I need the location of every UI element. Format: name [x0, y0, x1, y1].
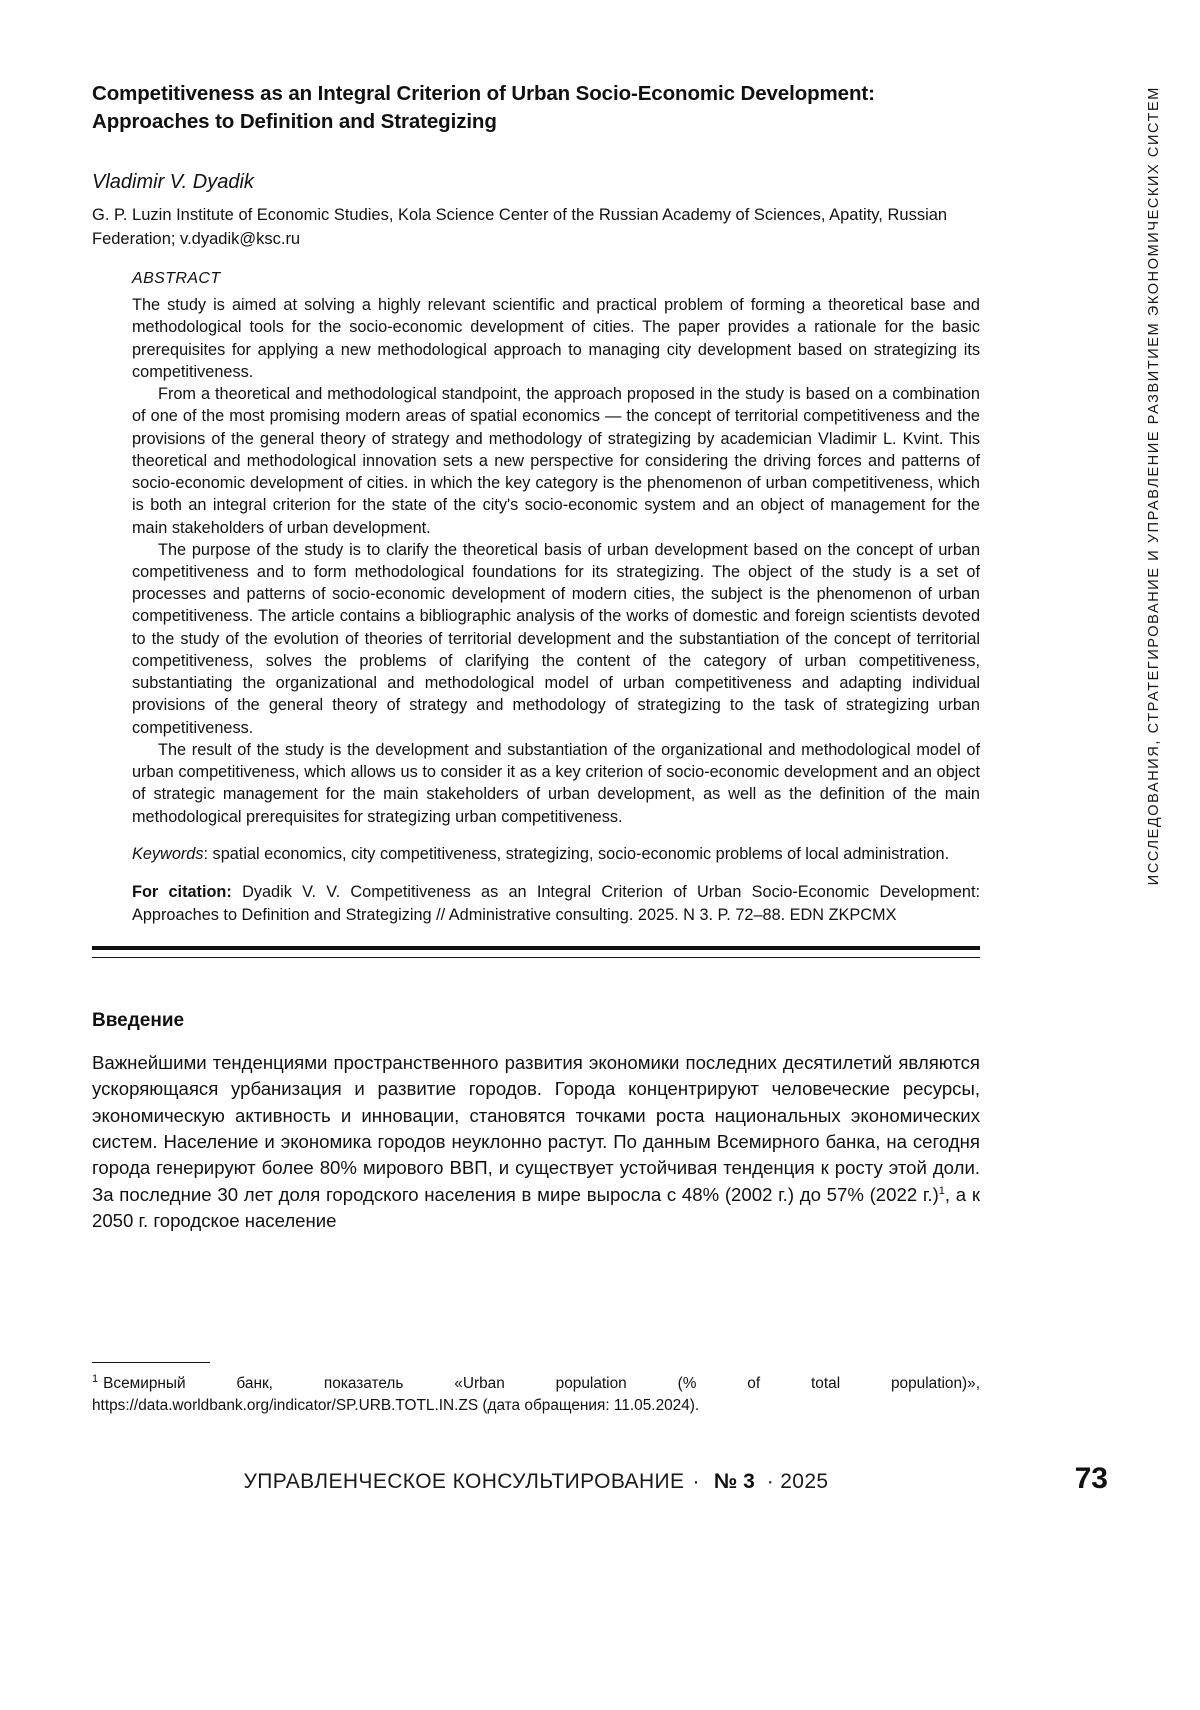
abstract-paragraph: The study is aimed at solving a highly relevant scientific and practical problem of forming a theoretical base and methodological tools for the socio-economic development of cities. The paper provides a rationale for the basic prerequisites for applying a new methodological approach to managing city development based on strategizing its competitiveness. — [132, 296, 980, 381]
footer-issue-number: № 3 — [713, 1470, 755, 1493]
introduction-text-part-1: Важнейшими тенденциями пространственного развития экономики последних десятилетий являются ускоряющаяся урбанизация и развитие городов. Города концентрируют человеческие ресурсы, экономическую активность и инновации, становятся точками роста национальных экономических систем. Население и экономика городов неуклонно растут. По данным Всемирного банка, на сегодня города генерируют более 80% мирового ВВП, и существует устойчивая тенденция к росту этой доли. За последние 30 лет доля городского населения в мире выросла с 48% (2002 г.) до 57% (2022 г.) — [92, 1051, 980, 1205]
footer-year: 2025 — [780, 1470, 829, 1493]
keywords-text: : spatial economics, city competitiveness, strategizing, socio-economic problems of local administration. — [203, 844, 950, 863]
introduction-text-part-2: , а к 2050 г. городское население — [92, 1183, 980, 1232]
section-divider — [92, 946, 980, 958]
footnote-body: Всемирный банк, показатель «Urban population (% of total population)», https://data.worldbank.org/indicator/SP.URB.TOTL.IN.ZS (дата обращения: 11.05.2024). — [92, 1375, 980, 1414]
footer-journal-title: УПРАВЛЕНЧЕСКОЕ КОНСУЛЬТИРОВАНИЕ — [243, 1470, 685, 1493]
page-footer — [92, 1470, 980, 1494]
citation-text: Dyadik V. V. Competitiveness as an Integral Criterion of Urban Socio-Economic Development: Approaches to Definition and Strategizing // Administrative consulting. 2025. N 3. P. 72–88. EDN ZKPCMX — [132, 883, 981, 924]
article-content — [92, 80, 980, 1235]
footnote-text — [92, 1372, 980, 1416]
citation-line — [132, 881, 980, 925]
footer-separator-right: · — [766, 1470, 775, 1493]
citation-label: For citation: — [132, 883, 232, 902]
introduction-paragraph — [92, 1050, 980, 1235]
keywords-label: Keywords — [132, 844, 204, 863]
page-title: Competitiveness as an Integral Criterion of Urban Socio-Economic Development: Approaches to Definition and Strategizing — [92, 82, 875, 133]
footnote-reference[interactable]: 1 — [938, 1184, 945, 1197]
section-heading-introduction: Введение — [92, 1009, 185, 1031]
abstract-label: ABSTRACT — [132, 270, 221, 288]
abstract-paragraph: From a theoretical and methodological standpoint, the approach proposed in the study is based on a combination of one of the most promising modern areas of spatial economics — the concept of territorial competitiveness and the provisions of the general theory of strategy and methodology of strategizing by academician Vladimir L. Kvint. This theoretical and methodological innovation sets a new perspective for considering the driving forces and patterns of socio-economic development of cities. in which the key category is the phenomenon of urban competitiveness, which is both an integral criterion for the state of the city's socio-economic system and an object of management for the main stakeholders of urban development. — [132, 385, 980, 537]
footnote-marker: 1 — [92, 1373, 99, 1385]
running-head-text: ИССЛЕДОВАНИЯ, СТРАТЕГИРОВАНИЕ И УПРАВЛЕНИЕ РАЗВИТИЕМ ЭКОНОМИЧЕСКИХ СИСТЕМ — [1146, 86, 1162, 886]
page-number: 73 — [1074, 1462, 1108, 1495]
footnote-area — [92, 1362, 980, 1416]
author-name: Vladimir V. Dyadik — [92, 171, 254, 194]
footer-separator-left: · — [692, 1470, 700, 1493]
running-head-vertical — [1134, 86, 1174, 1106]
abstract-paragraph: The purpose of the study is to clarify the theoretical basis of urban development based on the concept of urban competitiveness and to form methodological foundations for its strategizing. The object of the study is a set of processes and patterns of socio-economic development of modern cities, the subject is the phenomenon of urban competitiveness. The article contains a bibliographic analysis of the works of domestic and foreign scientists devoted to the study of the evolution of theories of territorial development and the substantiation of the concept of territorial competitiveness, solves the problems of clarifying the content of the category of urban competitiveness, substantiating the organizational and methodological model of urban competitiveness and adapting individual provisions of the general theory of strategy and methodology of strategizing to the task of strategizing urban competitiveness. — [132, 540, 980, 737]
footnote-separator — [92, 1362, 210, 1363]
abstract-block — [132, 270, 980, 926]
keywords-line — [132, 843, 980, 865]
author-affiliation: G. P. Luzin Institute of Economic Studies, Kola Science Center of the Russian Academy of Sciences, Apatity, Russian Federation; v.dyadik@ksc.ru — [92, 206, 948, 249]
abstract-paragraph: The result of the study is the development and substantiation of the organizational and methodological model of urban competitiveness, which allows us to consider it as a key criterion of socio-economic development and an object of strategic management for the main stakeholders of urban development, as well as the definition of the main methodological prerequisites for strategizing urban competitiveness. — [132, 740, 980, 826]
